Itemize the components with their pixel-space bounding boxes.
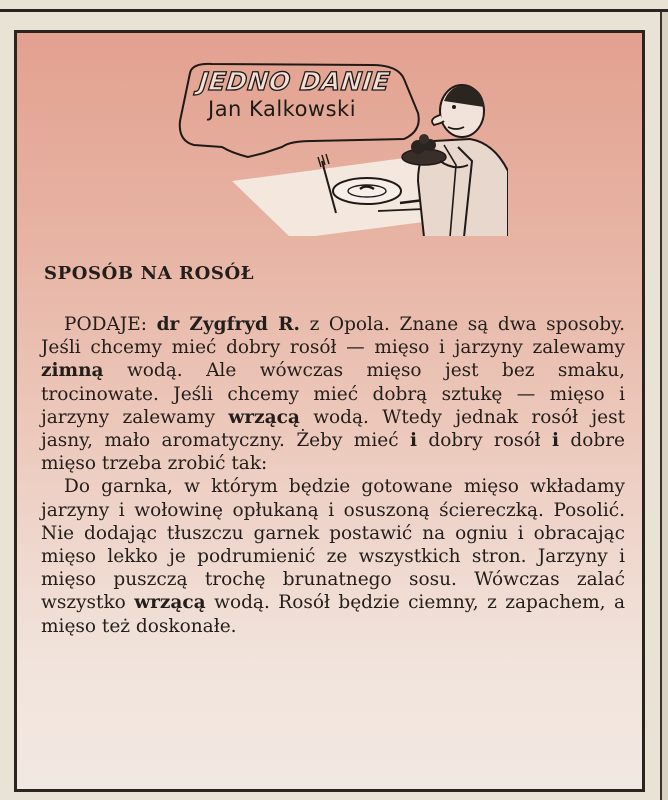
page-top-rule: [0, 9, 668, 12]
byline-lead: PODAJE:: [64, 314, 157, 335]
plate: [333, 178, 401, 204]
text-run: wodą. Wtedy jednak rosół jest jasny, mało aromatyczny. Żeby mieć: [41, 406, 626, 452]
column-header: [172, 61, 508, 236]
text-run: wodą. Rosół będzie ciemny, z zapachem, a mięso też doskonałe.: [41, 592, 626, 637]
raised-dish: [402, 149, 446, 165]
contributor-name: dr Zygfryd R.: [156, 314, 300, 335]
emphasis-boiling: wrzącą: [228, 406, 300, 428]
emphasis-cold: zimną: [41, 360, 104, 382]
emphasis-boiling: wrzącą: [134, 592, 206, 614]
text-run: wodą. Ale wówczas mięso jest bez smaku, trocinowate. Jeśli chcemy mieć dobrą sztukę — mięso i jarzyny zalewamy: [41, 360, 625, 428]
emphasis-and: i: [551, 430, 559, 452]
emphasis-and: i: [409, 430, 418, 452]
article-body: [41, 313, 625, 638]
text-run: Do garnka, w którym będzie gotowane mięso wkładamy jarzyny i wołowinę opłukaną i osuszoną ściereczką. Posolić. Nie dodając tłuszczu garnek postawić na ogniu i obracając mięso lekko je podrumienić ze wszystkich stron. Jarzyny i mięso puszczą trochę brunatnego sosu. Wówczas zalać wszystko: [41, 476, 625, 614]
column-author: Jan Kalkowski: [208, 97, 357, 121]
text-run: dobre mięso trzeba zrobić tak:: [41, 430, 625, 475]
paragraph-1: [41, 313, 625, 475]
paragraph-2: [41, 475, 625, 637]
text-run: dobry rosół: [417, 430, 552, 452]
text-run: z Opola. Znane są dwa sposoby. Jeśli chcemy mieć dobry rosół — mięso i jarzyny zalewamy: [41, 314, 625, 359]
adjacent-column-edge: [660, 12, 668, 800]
article-heading: SPOSÓB NA ROSÓŁ: [44, 263, 255, 284]
article-frame: [14, 30, 645, 792]
column-title: JEDNO DANIE: [197, 67, 392, 96]
